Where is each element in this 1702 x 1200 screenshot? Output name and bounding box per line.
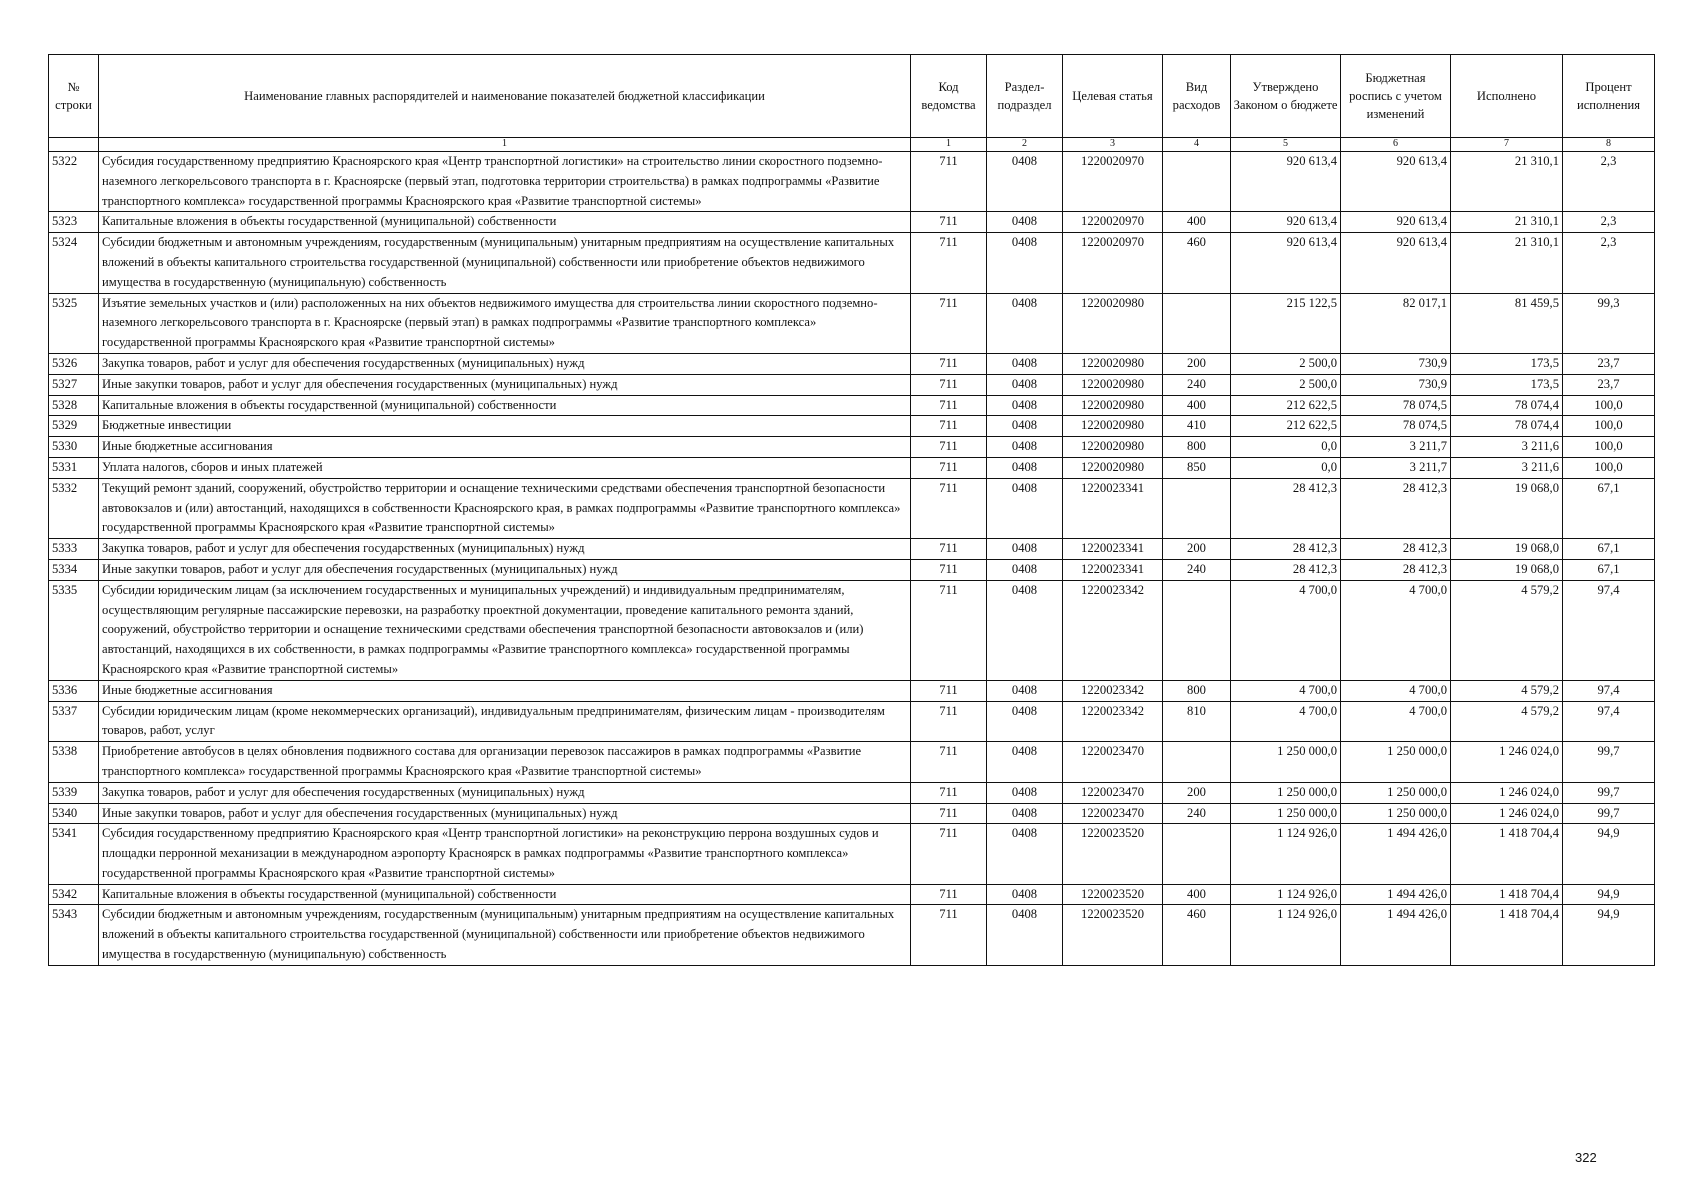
table-row [49,293,1655,353]
row-name: Уплата налогов, сборов и иных платежей [99,457,911,478]
row-name: Капитальные вложения в объекты государственной (муниципальной) собственности [99,884,911,905]
table-row [49,212,1655,233]
budget-amount: 1 494 426,0 [1341,824,1451,884]
execution-percent: 94,9 [1563,884,1655,905]
executed-amount: 1 418 704,4 [1451,905,1563,965]
approved-amount: 212 622,5 [1231,395,1341,416]
execution-percent: 99,7 [1563,782,1655,803]
table-row [49,233,1655,293]
executed-amount: 21 310,1 [1451,152,1563,212]
approved-amount: 1 124 926,0 [1231,824,1341,884]
column-number: 2 [987,138,1063,152]
target-article: 1220020980 [1063,437,1163,458]
budget-amount: 82 017,1 [1341,293,1451,353]
execution-percent: 100,0 [1563,457,1655,478]
row-number: 5323 [49,212,99,233]
row-number: 5341 [49,824,99,884]
budget-amount: 920 613,4 [1341,212,1451,233]
executed-amount: 3 211,6 [1451,437,1563,458]
header-row-number: № строки [49,55,99,138]
header-expense-type: Вид расходов [1163,55,1231,138]
row-number: 5331 [49,457,99,478]
section-code: 0408 [987,539,1063,560]
executed-amount: 78 074,4 [1451,416,1563,437]
executed-amount: 81 459,5 [1451,293,1563,353]
table-row [49,905,1655,965]
dept-code: 711 [911,580,987,680]
row-number: 5324 [49,233,99,293]
header-section: Раздел-подраздел [987,55,1063,138]
table-row [49,152,1655,212]
header-row [49,55,1655,138]
header-executed: Исполнено [1451,55,1563,138]
budget-amount: 1 494 426,0 [1341,905,1451,965]
row-name: Закупка товаров, работ и услуг для обеспечения государственных (муниципальных) нужд [99,353,911,374]
table-row [49,680,1655,701]
row-name: Субсидия государственному предприятию Красноярского края «Центр транспортной логистики» на реконструкцию перрона воздушных судов и площадки перронной механизации в международном аэропорту Красноярск в рамках подпрограммы «Развитие транспортного комплекса» государственной программы Красноярского края «Развитие транспортной системы» [99,824,911,884]
row-name: Иные бюджетные ассигнования [99,437,911,458]
approved-amount: 1 250 000,0 [1231,782,1341,803]
expense-type: 240 [1163,803,1231,824]
budget-amount: 1 494 426,0 [1341,884,1451,905]
section-code: 0408 [987,742,1063,783]
execution-percent: 94,9 [1563,824,1655,884]
header-dept-code: Код ведомства [911,55,987,138]
section-code: 0408 [987,803,1063,824]
table-row [49,395,1655,416]
executed-amount: 1 418 704,4 [1451,824,1563,884]
dept-code: 711 [911,559,987,580]
target-article: 1220023341 [1063,478,1163,538]
budget-amount: 78 074,5 [1341,416,1451,437]
approved-amount: 1 250 000,0 [1231,803,1341,824]
column-number: 7 [1451,138,1563,152]
budget-amount: 4 700,0 [1341,680,1451,701]
budget-execution-table [48,54,1655,966]
header-percent: Процент исполнения [1563,55,1655,138]
approved-amount: 920 613,4 [1231,152,1341,212]
row-number: 5336 [49,680,99,701]
expense-type [1163,152,1231,212]
executed-amount: 4 579,2 [1451,580,1563,680]
dept-code: 711 [911,803,987,824]
row-number: 5334 [49,559,99,580]
approved-amount: 212 622,5 [1231,416,1341,437]
execution-percent: 100,0 [1563,416,1655,437]
expense-type [1163,293,1231,353]
expense-type: 410 [1163,416,1231,437]
approved-amount: 1 250 000,0 [1231,742,1341,783]
section-code: 0408 [987,580,1063,680]
expense-type: 850 [1163,457,1231,478]
table-row [49,374,1655,395]
target-article: 1220023470 [1063,782,1163,803]
target-article: 1220020980 [1063,395,1163,416]
approved-amount: 920 613,4 [1231,212,1341,233]
column-number [49,138,99,152]
table-row [49,457,1655,478]
dept-code: 711 [911,680,987,701]
budget-amount: 920 613,4 [1341,233,1451,293]
header-target: Целевая статья [1063,55,1163,138]
execution-percent: 99,7 [1563,742,1655,783]
execution-percent: 100,0 [1563,395,1655,416]
expense-type: 460 [1163,905,1231,965]
executed-amount: 1 246 024,0 [1451,803,1563,824]
section-code: 0408 [987,395,1063,416]
table-row [49,416,1655,437]
budget-amount: 4 700,0 [1341,580,1451,680]
target-article: 1220020980 [1063,293,1163,353]
row-number: 5326 [49,353,99,374]
table-row [49,559,1655,580]
row-number: 5343 [49,905,99,965]
row-number: 5335 [49,580,99,680]
approved-amount: 2 500,0 [1231,374,1341,395]
table-row [49,478,1655,538]
row-number: 5322 [49,152,99,212]
target-article: 1220023520 [1063,884,1163,905]
row-name: Иные бюджетные ассигнования [99,680,911,701]
budget-amount: 1 250 000,0 [1341,782,1451,803]
executed-amount: 3 211,6 [1451,457,1563,478]
row-number: 5333 [49,539,99,560]
row-number: 5330 [49,437,99,458]
target-article: 1220020980 [1063,457,1163,478]
row-number: 5327 [49,374,99,395]
target-article: 1220020980 [1063,416,1163,437]
executed-amount: 19 068,0 [1451,559,1563,580]
section-code: 0408 [987,680,1063,701]
column-number: 6 [1341,138,1451,152]
executed-amount: 4 579,2 [1451,680,1563,701]
expense-type: 400 [1163,212,1231,233]
approved-amount: 2 500,0 [1231,353,1341,374]
budget-amount: 28 412,3 [1341,539,1451,560]
budget-amount: 730,9 [1341,353,1451,374]
section-code: 0408 [987,374,1063,395]
expense-type [1163,824,1231,884]
target-article: 1220023341 [1063,539,1163,560]
target-article: 1220020970 [1063,152,1163,212]
budget-amount: 1 250 000,0 [1341,742,1451,783]
execution-percent: 99,3 [1563,293,1655,353]
row-name: Иные закупки товаров, работ и услуг для обеспечения государственных (муниципальных) нужд [99,803,911,824]
table-body [49,152,1655,966]
expense-type: 460 [1163,233,1231,293]
execution-percent: 23,7 [1563,374,1655,395]
target-article: 1220023342 [1063,680,1163,701]
expense-type: 810 [1163,701,1231,742]
table-row [49,803,1655,824]
table-row [49,824,1655,884]
header-approved: Утверждено Законом о бюджете [1231,55,1341,138]
row-name: Иные закупки товаров, работ и услуг для обеспечения государственных (муниципальных) нужд [99,559,911,580]
expense-type [1163,742,1231,783]
section-code: 0408 [987,824,1063,884]
section-code: 0408 [987,457,1063,478]
executed-amount: 21 310,1 [1451,233,1563,293]
target-article: 1220020980 [1063,353,1163,374]
section-code: 0408 [987,905,1063,965]
budget-amount: 3 211,7 [1341,457,1451,478]
section-code: 0408 [987,701,1063,742]
budget-amount: 78 074,5 [1341,395,1451,416]
row-name: Иные закупки товаров, работ и услуг для обеспечения государственных (муниципальных) нужд [99,374,911,395]
budget-amount: 28 412,3 [1341,478,1451,538]
column-number: 3 [1063,138,1163,152]
expense-type: 800 [1163,437,1231,458]
target-article: 1220023342 [1063,580,1163,680]
dept-code: 711 [911,701,987,742]
row-name: Бюджетные инвестиции [99,416,911,437]
row-number: 5337 [49,701,99,742]
execution-percent: 67,1 [1563,478,1655,538]
column-number: 1 [911,138,987,152]
row-name: Закупка товаров, работ и услуг для обеспечения государственных (муниципальных) нужд [99,782,911,803]
expense-type: 800 [1163,680,1231,701]
dept-code: 711 [911,824,987,884]
budget-amount: 1 250 000,0 [1341,803,1451,824]
target-article: 1220023470 [1063,742,1163,783]
target-article: 1220023342 [1063,701,1163,742]
expense-type: 240 [1163,559,1231,580]
row-number: 5339 [49,782,99,803]
dept-code: 711 [911,905,987,965]
dept-code: 711 [911,416,987,437]
expense-type: 400 [1163,884,1231,905]
row-number: 5338 [49,742,99,783]
header-name: Наименование главных распорядителей и наименование показателей бюджетной классификации [99,55,911,138]
table-row [49,353,1655,374]
row-name: Субсидии бюджетным и автономным учреждениям, государственным (муниципальным) унитарным предприятиям на осуществление капитальных вложений в объекты капитального строительства государственной (муниципальной) собственности или приобретение объектов недвижимого имущества в государственную (муниципальную) собственность [99,905,911,965]
execution-percent: 97,4 [1563,580,1655,680]
budget-amount: 3 211,7 [1341,437,1451,458]
dept-code: 711 [911,782,987,803]
budget-amount: 28 412,3 [1341,559,1451,580]
row-name: Капитальные вложения в объекты государственной (муниципальной) собственности [99,212,911,233]
row-name: Закупка товаров, работ и услуг для обеспечения государственных (муниципальных) нужд [99,539,911,560]
expense-type: 400 [1163,395,1231,416]
target-article: 1220023520 [1063,824,1163,884]
row-name: Субсидии юридическим лицам (кроме некоммерческих организаций), индивидуальным предпринимателям, физическим лицам - производителям товаров, работ, услуг [99,701,911,742]
table-row [49,884,1655,905]
row-name: Изъятие земельных участков и (или) расположенных на них объектов недвижимого имущества для строительства линии скоростного подземно-наземного легкорельсового транспорта в г. Красноярске (первый этап) в рамках подпрограммы «Развитие транспортного комплекса» государственной программы Красноярского края «Развитие транспортной системы» [99,293,911,353]
dept-code: 711 [911,293,987,353]
expense-type: 200 [1163,539,1231,560]
execution-percent: 97,4 [1563,701,1655,742]
section-code: 0408 [987,416,1063,437]
execution-percent: 2,3 [1563,152,1655,212]
row-number: 5329 [49,416,99,437]
row-number: 5340 [49,803,99,824]
row-number: 5342 [49,884,99,905]
dept-code: 711 [911,233,987,293]
executed-amount: 19 068,0 [1451,478,1563,538]
dept-code: 711 [911,152,987,212]
table-row [49,539,1655,560]
execution-percent: 99,7 [1563,803,1655,824]
approved-amount: 1 124 926,0 [1231,905,1341,965]
table-row [49,782,1655,803]
table-row [49,701,1655,742]
dept-code: 711 [911,539,987,560]
dept-code: 711 [911,884,987,905]
execution-percent: 94,9 [1563,905,1655,965]
execution-percent: 2,3 [1563,212,1655,233]
dept-code: 711 [911,457,987,478]
executed-amount: 21 310,1 [1451,212,1563,233]
row-name: Приобретение автобусов в целях обновления подвижного состава для организации перевозок пассажиров в рамках подпрограммы «Развитие транспортного комплекса» государственной программы Красноярского края «Развитие транспортной системы» [99,742,911,783]
row-number: 5332 [49,478,99,538]
approved-amount: 4 700,0 [1231,580,1341,680]
dept-code: 711 [911,437,987,458]
approved-amount: 1 124 926,0 [1231,884,1341,905]
approved-amount: 28 412,3 [1231,559,1341,580]
column-number: 1 [99,138,911,152]
section-code: 0408 [987,884,1063,905]
executed-amount: 19 068,0 [1451,539,1563,560]
budget-amount: 730,9 [1341,374,1451,395]
expense-type: 240 [1163,374,1231,395]
dept-code: 711 [911,395,987,416]
expense-type [1163,478,1231,538]
dept-code: 711 [911,374,987,395]
approved-amount: 4 700,0 [1231,680,1341,701]
table-row [49,580,1655,680]
executed-amount: 4 579,2 [1451,701,1563,742]
row-name: Субсидии юридическим лицам (за исключением государственных и муниципальных учреждений) и индивидуальным предпринимателям, осуществляющим регулярные пассажирские перевозки, на разработку проектной документации, проведение капитального ремонта зданий, сооружений, обустройство территории и оснащение техническими средствами обеспечения транспортной безопасности автовокзалов и (или) автостанций, находящихся в их собственности, в рамках подпрограммы «Развитие транспортного комплекса» государственной программы Красноярского края «Развитие транспортной системы» [99,580,911,680]
target-article: 1220023470 [1063,803,1163,824]
section-code: 0408 [987,437,1063,458]
approved-amount: 4 700,0 [1231,701,1341,742]
section-code: 0408 [987,233,1063,293]
execution-percent: 100,0 [1563,437,1655,458]
approved-amount: 0,0 [1231,457,1341,478]
approved-amount: 920 613,4 [1231,233,1341,293]
header-budget: Бюджетная роспись с учетом изменений [1341,55,1451,138]
row-name: Капитальные вложения в объекты государственной (муниципальной) собственности [99,395,911,416]
section-code: 0408 [987,293,1063,353]
expense-type: 200 [1163,353,1231,374]
dept-code: 711 [911,742,987,783]
execution-percent: 67,1 [1563,539,1655,560]
approved-amount: 215 122,5 [1231,293,1341,353]
executed-amount: 173,5 [1451,374,1563,395]
executed-amount: 1 246 024,0 [1451,782,1563,803]
approved-amount: 28 412,3 [1231,478,1341,538]
target-article: 1220020980 [1063,374,1163,395]
target-article: 1220023341 [1063,559,1163,580]
dept-code: 711 [911,478,987,538]
executed-amount: 78 074,4 [1451,395,1563,416]
approved-amount: 28 412,3 [1231,539,1341,560]
column-number-row [49,138,1655,152]
executed-amount: 1 246 024,0 [1451,742,1563,783]
execution-percent: 23,7 [1563,353,1655,374]
target-article: 1220023520 [1063,905,1163,965]
column-number: 5 [1231,138,1341,152]
row-name: Текущий ремонт зданий, сооружений, обустройство территории и оснащение техническими средствами обеспечения транспортной безопасности автовокзалов и (или) автостанций, находящихся в собственности Красноярского края, в рамках подпрограммы «Развитие транспортного комплекса» государственной программы Красноярского края «Развитие транспортной системы» [99,478,911,538]
execution-percent: 2,3 [1563,233,1655,293]
approved-amount: 0,0 [1231,437,1341,458]
row-number: 5325 [49,293,99,353]
section-code: 0408 [987,478,1063,538]
section-code: 0408 [987,353,1063,374]
section-code: 0408 [987,782,1063,803]
execution-percent: 97,4 [1563,680,1655,701]
expense-type [1163,580,1231,680]
budget-amount: 4 700,0 [1341,701,1451,742]
dept-code: 711 [911,353,987,374]
section-code: 0408 [987,212,1063,233]
executed-amount: 1 418 704,4 [1451,884,1563,905]
expense-type: 200 [1163,782,1231,803]
executed-amount: 173,5 [1451,353,1563,374]
target-article: 1220020970 [1063,233,1163,293]
execution-percent: 67,1 [1563,559,1655,580]
target-article: 1220020970 [1063,212,1163,233]
row-name: Субсидии бюджетным и автономным учреждениям, государственным (муниципальным) унитарным предприятиям на осуществление капитальных вложений в объекты капитального строительства государственной (муниципальной) собственности или приобретение объектов недвижимого имущества в государственную (муниципальную) собственность [99,233,911,293]
page-number: 322 [1575,1150,1597,1165]
column-number: 4 [1163,138,1231,152]
table-row [49,742,1655,783]
table-row [49,437,1655,458]
dept-code: 711 [911,212,987,233]
row-number: 5328 [49,395,99,416]
row-name: Субсидия государственному предприятию Красноярского края «Центр транспортной логистики» на строительство линии скоростного подземно-наземного легкорельсового транспорта в г. Красноярске (первый этап, подготовка территории строительства) в рамках подпрограммы «Развитие транспортного комплекса» государственной программы Красноярского края «Развитие транспортной системы» [99,152,911,212]
budget-amount: 920 613,4 [1341,152,1451,212]
section-code: 0408 [987,559,1063,580]
section-code: 0408 [987,152,1063,212]
column-number: 8 [1563,138,1655,152]
